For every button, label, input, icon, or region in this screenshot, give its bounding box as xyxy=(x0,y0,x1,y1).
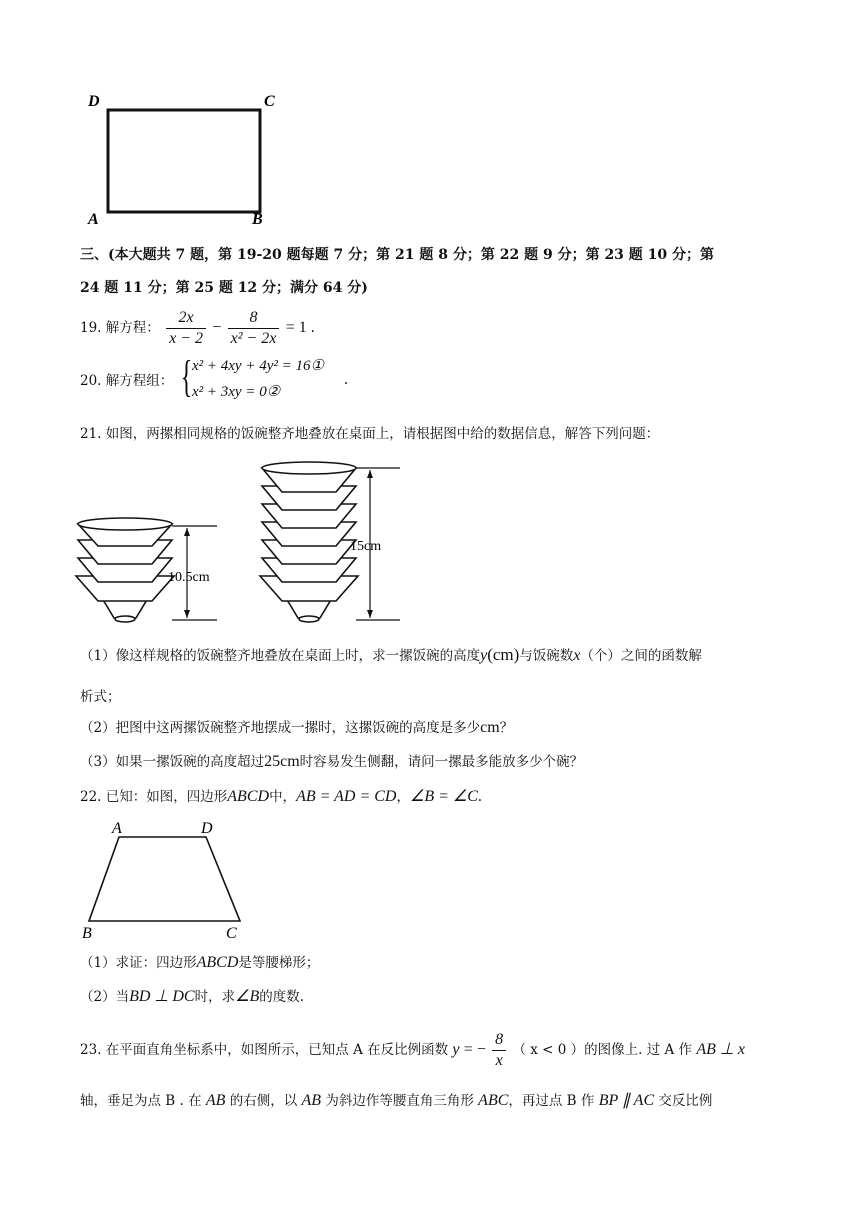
q19-number: 19. xyxy=(80,320,102,336)
q21-p1-text-c: （个）之间的函数解 xyxy=(580,648,702,664)
q22-p2-text-a: （2）当 xyxy=(80,989,130,1005)
section-heading-line1: 三、(本大题共 7 题，第 19-20 题每题 7 分；第 21 题 8 分；第 22 题 9 分；第 23 题 10 分；第 xyxy=(80,247,715,263)
q19-f2-denominator: x² − 2x xyxy=(230,330,277,347)
q20-label xyxy=(80,371,173,391)
q19-f1-numerator: 2x xyxy=(166,308,206,329)
q22-stem-b: 中， xyxy=(269,789,297,805)
q21-p1-y: y xyxy=(480,647,488,664)
q23-number: 23. xyxy=(80,1042,102,1058)
q22-part2 xyxy=(80,987,304,1007)
q23-f-denominator: x xyxy=(495,1052,503,1069)
q19-prompt: 解方程： xyxy=(105,320,160,336)
q23-l2-text-a: 轴，垂足为点 B . 在 xyxy=(80,1093,202,1109)
q22-p1-text-a: （1）求证：四边形 xyxy=(80,955,197,971)
label-a: A xyxy=(88,211,99,228)
q22-p1-text-b: 是等腰梯形； xyxy=(238,955,320,971)
q22-stem-d: . xyxy=(477,788,482,805)
q21-number: 21. xyxy=(80,426,102,442)
trap-label-b: B xyxy=(82,925,92,942)
q23-l2-ab1: AB xyxy=(205,1092,226,1109)
section-heading-line2: 24 题 11 分；第 25 题 12 分；满分 64 分) xyxy=(80,280,368,296)
q20-prompt: 解方程组： xyxy=(105,373,174,389)
q20-equation-2: x² + 3xy = 0② xyxy=(192,384,281,400)
q23-l1-text-a: 在平面直角坐标系中，如图所示，已知点 A 在反比例函数 xyxy=(105,1042,449,1058)
q19-tail: = 1 . xyxy=(285,319,315,336)
q22-p2-angle: ∠B xyxy=(235,988,260,1005)
q22-stem-eq2: ∠B = ∠C xyxy=(409,788,478,805)
trapezoid-figure xyxy=(78,818,258,942)
q23-l1-eq: = − xyxy=(463,1041,486,1058)
q21-p3-text-b: 时容易发生侧翻，请问一摞最多能放多少个碗？ xyxy=(299,754,584,770)
q22-p2-text-c: 的度数. xyxy=(259,989,305,1005)
q23-l2-abc: ABC xyxy=(478,1092,509,1109)
q23-l2-relation: BP ∥ AC xyxy=(598,1092,655,1109)
q20-number: 20. xyxy=(80,373,102,389)
q19-fraction-2 xyxy=(228,308,280,349)
q23-fraction xyxy=(492,1030,506,1071)
big-height-label: 15cm xyxy=(350,539,382,554)
label-b: B xyxy=(252,211,263,228)
trap-label-c: C xyxy=(226,925,237,942)
q19-f2-numerator: 8 xyxy=(228,308,280,329)
q23-l2-text-e: 交反比例 xyxy=(658,1093,713,1109)
q21-part3 xyxy=(80,752,583,772)
q21-p1-text-a: （1）像这样规格的饭碗整齐地叠放在桌面上时，求一摞饭碗的高度 xyxy=(80,648,481,664)
q22-stem-c: ， xyxy=(396,789,410,805)
rectangle-shape xyxy=(108,110,260,212)
q21-p2-text-a: （2）把图中这两摞饭碗整齐地摆成一摞时，这摞饭碗的高度是多少 xyxy=(80,720,481,736)
question-23-line2 xyxy=(80,1091,712,1111)
q23-l1-y: y xyxy=(452,1041,460,1058)
small-height-label: 10.5cm xyxy=(168,570,210,585)
q23-f-numerator: 8 xyxy=(492,1030,506,1051)
q21-part1-cont: 析式； xyxy=(80,689,121,705)
q23-l2-text-b: 的右侧，以 xyxy=(229,1093,298,1109)
q22-number: 22. xyxy=(80,789,102,805)
bowl-stacks-figure xyxy=(74,458,414,628)
q19-fraction-1 xyxy=(166,308,206,349)
q19-f1-denominator: x − 2 xyxy=(169,330,203,347)
small-stack xyxy=(76,518,174,622)
q19-minus: − xyxy=(212,319,222,336)
q21-p2-text-b: ？ xyxy=(499,720,514,736)
q21-part1 xyxy=(80,645,702,666)
question-22-stem xyxy=(80,787,482,807)
q23-l2-ab2: AB xyxy=(301,1092,322,1109)
q21-p3-value: 25cm xyxy=(264,753,300,770)
q22-part1 xyxy=(80,953,319,973)
q23-l1-relation: AB ⊥ x xyxy=(696,1041,745,1058)
label-d: D xyxy=(88,93,100,110)
q20-equation-1: x² + 4xy + 4y² = 16① xyxy=(192,358,324,374)
q21-p2-unit: cm xyxy=(480,719,500,736)
q22-stem-eq1: AB = AD = CD xyxy=(296,788,397,805)
q22-stem-a: 已知：如图，四边形 xyxy=(105,789,228,805)
q22-p2-text-b: 时，求 xyxy=(194,989,236,1005)
q21-p1-text-b: 与饭碗数 xyxy=(519,648,574,664)
q20-period: . xyxy=(344,371,348,388)
q21-part2 xyxy=(80,718,513,738)
q23-l2-text-d: ，再过点 B 作 xyxy=(508,1093,595,1109)
trap-label-d: D xyxy=(201,820,213,837)
trapezoid-shape xyxy=(89,837,240,921)
q22-p2-relation: BD ⊥ DC xyxy=(129,988,195,1005)
label-c: C xyxy=(264,93,275,110)
rectangle-figure xyxy=(84,88,284,233)
big-stack xyxy=(260,462,358,622)
q23-l2-text-c: 为斜边作等腰直角三角形 xyxy=(325,1093,474,1109)
q22-p1-abcd: ABCD xyxy=(196,954,239,971)
question-19 xyxy=(80,306,315,350)
q21-stem-text: 如图，两摞相同规格的饭碗整齐地叠放在桌面上，请根据图中给的数据信息，解答下列问题： xyxy=(105,426,660,442)
q20-brace: { xyxy=(180,352,193,401)
q21-p3-text-a: （3）如果一摞饭碗的高度超过 xyxy=(80,754,265,770)
question-21-stem xyxy=(80,424,659,444)
q22-stem-abcd: ABCD xyxy=(227,788,270,805)
question-23-line1 xyxy=(80,1028,745,1072)
trap-label-a: A xyxy=(112,820,122,837)
q21-p1-x: x xyxy=(573,647,581,664)
q23-l1-cond: （ x < 0 ）的图像上. 过 A 作 xyxy=(512,1042,693,1058)
q21-p1-unit: (cm) xyxy=(487,645,520,664)
